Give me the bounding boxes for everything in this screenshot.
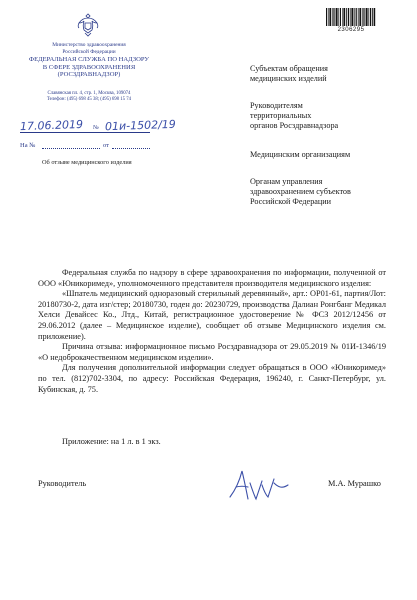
agency-line: ФЕДЕРАЛЬНАЯ СЛУЖБА ПО НАДЗОРУ: [28, 56, 150, 63]
recipient-block: [250, 101, 338, 130]
body-paragraph: Федеральная служба по надзору в сфере здравоохранения по информации, полученной от ООО «Юникоримед», уполномоченного представителя производителя медицинского изделия:: [38, 268, 386, 288]
recipient-line: Субъектам обращения: [250, 64, 328, 73]
reference-number-label: На №: [20, 142, 36, 149]
reference-date-blank: [112, 148, 150, 149]
body-paragraph: Для получения дополнительной информации следует обращаться в ООО «Юникоримед» по тел. (812)702-3304, по адресу: Российская Федерация, 196240, г. Санкт-Петербург, ул. Кубинская, д. 75.: [38, 363, 386, 394]
signer-name: М.А. Мурашко: [328, 479, 381, 488]
ministry-name: [20, 42, 158, 55]
coat-of-arms-icon: [74, 10, 102, 38]
agency-name: [20, 56, 158, 79]
handwritten-signature: [222, 465, 292, 505]
ministry-line: Министерство здравоохранения: [52, 42, 126, 48]
body-paragraph: «Шпатель медицинский одноразовый стерильный деревянный», арт.: OP01-61, партия/Лот: 20180730-2, дата изг/стер; 20180730, годен до: 20230729, производства Далиан Ронгбанг Медикал Хелси Девайсес Ко., Лтд., Китай, регистрационное удостоверение № ФСЗ 2012/12456 от 29.06.2012 (далее – Медицинское изделие), сообщает об отзыве Медицинского изделия см. приложение).: [38, 289, 386, 341]
ministry-line: Российской Федерации: [62, 48, 116, 55]
recipient-line: медицинских изделий: [250, 73, 327, 83]
registration-line: [19, 117, 177, 134]
barcode-number: 2306295: [337, 27, 365, 33]
attachment-note: Приложение: на 1 л. в 1 экз.: [62, 437, 161, 446]
address-line: Телефон: (495) 698 45 38; (495) 698 15 74: [46, 97, 132, 103]
agency-line: В СФЕРЕ ЗДРАВООХРАНЕНИЯ: [42, 63, 136, 71]
recipient-block: [250, 177, 351, 206]
letter-subject: Об отзыве медицинского изделия: [42, 159, 132, 166]
body-paragraph: Причина отзыва: информационное письмо Росздравнадзора от 29.05.2019 № 01И-1346/19 «О недоброкачественном медицинском изделии».: [38, 342, 386, 362]
registration-number-label: №: [93, 125, 99, 131]
reference-number-blank: [42, 148, 100, 149]
recipient-line: Органам управления: [250, 177, 323, 186]
registration-number: 01и-1502/19: [104, 117, 177, 134]
recipient-line: Руководителям: [250, 101, 303, 110]
agency-address: [20, 91, 158, 104]
agency-line: (РОСЗДРАВНАДЗОР): [57, 71, 121, 79]
registration-date: 17.06.2019: [19, 117, 84, 134]
recipient-line: территориальных: [250, 110, 312, 120]
recipient-block: [250, 64, 328, 84]
letter-body: [38, 268, 386, 395]
recipient-line: здравоохранением субъектов: [250, 186, 351, 196]
barcode: [326, 8, 376, 26]
reference-line: [20, 138, 150, 150]
address-line: Славянская пл. 4, стр. 1, Москва, 109074: [47, 91, 131, 96]
recipient-line: Российской Федерации: [250, 196, 332, 206]
recipient-block: [250, 150, 350, 160]
recipient-line: органов Росздравнадзора: [250, 120, 339, 130]
reference-date-label: от: [103, 142, 110, 149]
recipient-line: Медицинским организациям: [250, 150, 351, 159]
signer-position: Руководитель: [38, 479, 87, 488]
